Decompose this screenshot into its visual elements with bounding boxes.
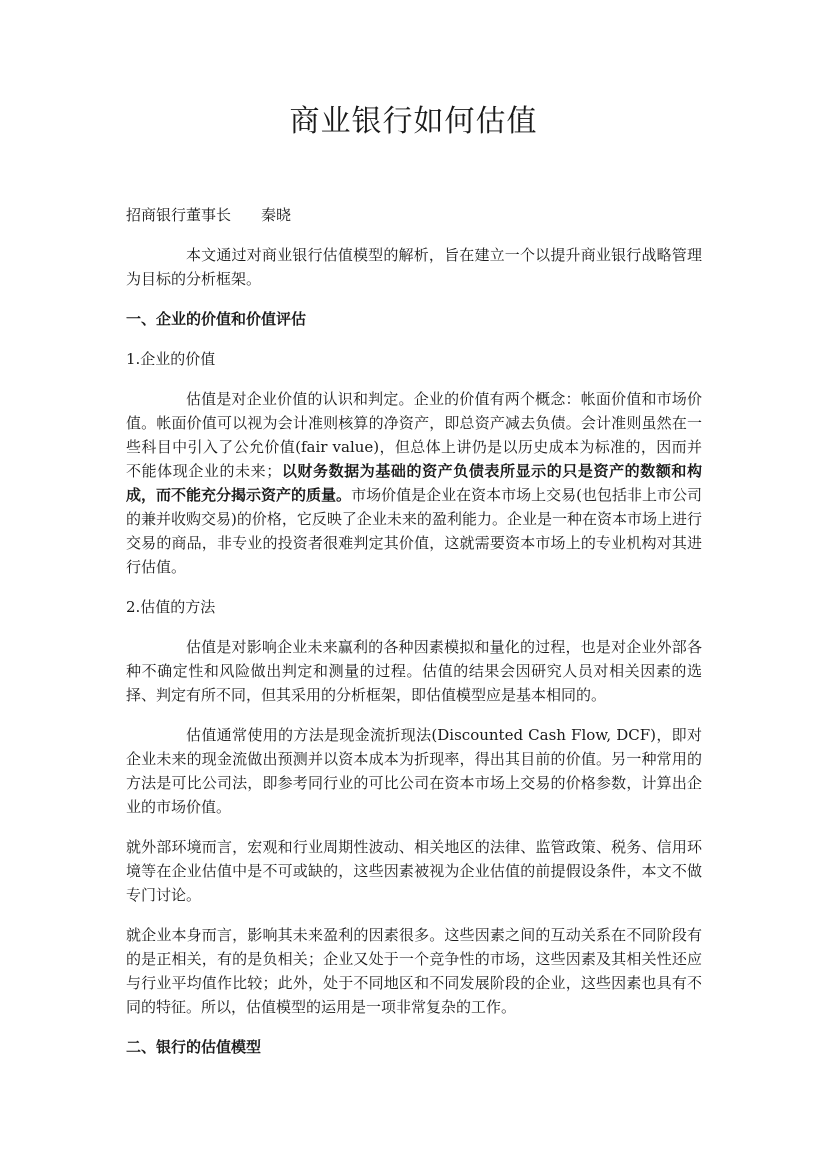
section-1-heading: 一、企业的价值和价值评估 <box>126 310 307 328</box>
subsection-2-paragraph-2: 估值通常使用的方法是现金流折现法(Discounted Cash Flow, DCF)，即对企业未来的现金流做出预测并以资本成本为折现率，得出其目前的价值。另一种常用的方法是可比公司法，即参考同行业的可比公司在资本市场上交易的价格参数，计算出企业的市场价值。 <box>126 726 702 816</box>
section-2-heading: 二、银行的估值模型 <box>126 1038 262 1056</box>
subsection-1-paragraph <box>126 387 702 579</box>
article-body <box>126 243 702 1075</box>
author-line: 招商银行董事长 秦晓 <box>126 206 292 224</box>
emphasized-text: 以财务数据为基础的资产负债表所显示的只是资产的数额和构成，而不能充分揭示资产的质量。 <box>126 462 702 504</box>
subsection-2-paragraph-1: 估值是对影响企业未来赢利的各种因素模拟和量化的过程，也是对企业外部各种不确定性和风险做出判定和测量的过程。估值的结果会因研究人员对相关因素的选择、判定有所不同，但其采用的分析框架，即估值模型应是基本相同的。 <box>126 638 702 704</box>
paragraph-text: 估值是对企业价值的认识和判定。企业的价值有两个概念：帐面价值和市场价值。帐面价值可以视为会计准则核算的净资产，即总资产减去负债。会计准则虽然在一些科目中引入了公允价值(fair value)，但总体上讲仍是以历史成本为标准的，因而并不能体现企业的未来； <box>126 390 702 480</box>
page-title: 商业银行如何估值 <box>289 104 538 139</box>
subsection-2-paragraph-3: 就外部环境而言，宏观和行业周期性波动、相关地区的法律、监管政策、税务、信用环境等在企业估值中是不可或缺的，这些因素被视为企业估值的前提假设条件，本文不做专门讨论。 <box>126 838 702 904</box>
intro-paragraph: 本文通过对商业银行估值模型的解析，旨在建立一个以提升商业银行战略管理为目标的分析框架。 <box>126 246 702 288</box>
paragraph-text: 市场价值是企业在资本市场上交易(也包括非上市公司的兼并收购交易)的价格，它反映了企业未来的盈利能力。企业是一种在资本市场上进行交易的商品，非专业的投资者很难判定其价值，这就需要资本市场上的专业机构对其进行估值。 <box>126 486 702 576</box>
subsection-2-heading: 2.估值的方法 <box>126 598 216 616</box>
subsection-1-heading: 1.企业的价值 <box>126 350 216 368</box>
subsection-2-paragraph-4: 就企业本身而言，影响其未来盈利的因素很多。这些因素之间的互动关系在不同阶段有的是正相关，有的是负相关；企业又处于一个竞争性的市场，这些因素及其相关性还应与行业平均值作比较；此外，处于不同地区和不同发展阶段的企业，这些因素也具有不同的特征。所以，估值模型的运用是一项非常复杂的工作。 <box>126 926 702 1016</box>
